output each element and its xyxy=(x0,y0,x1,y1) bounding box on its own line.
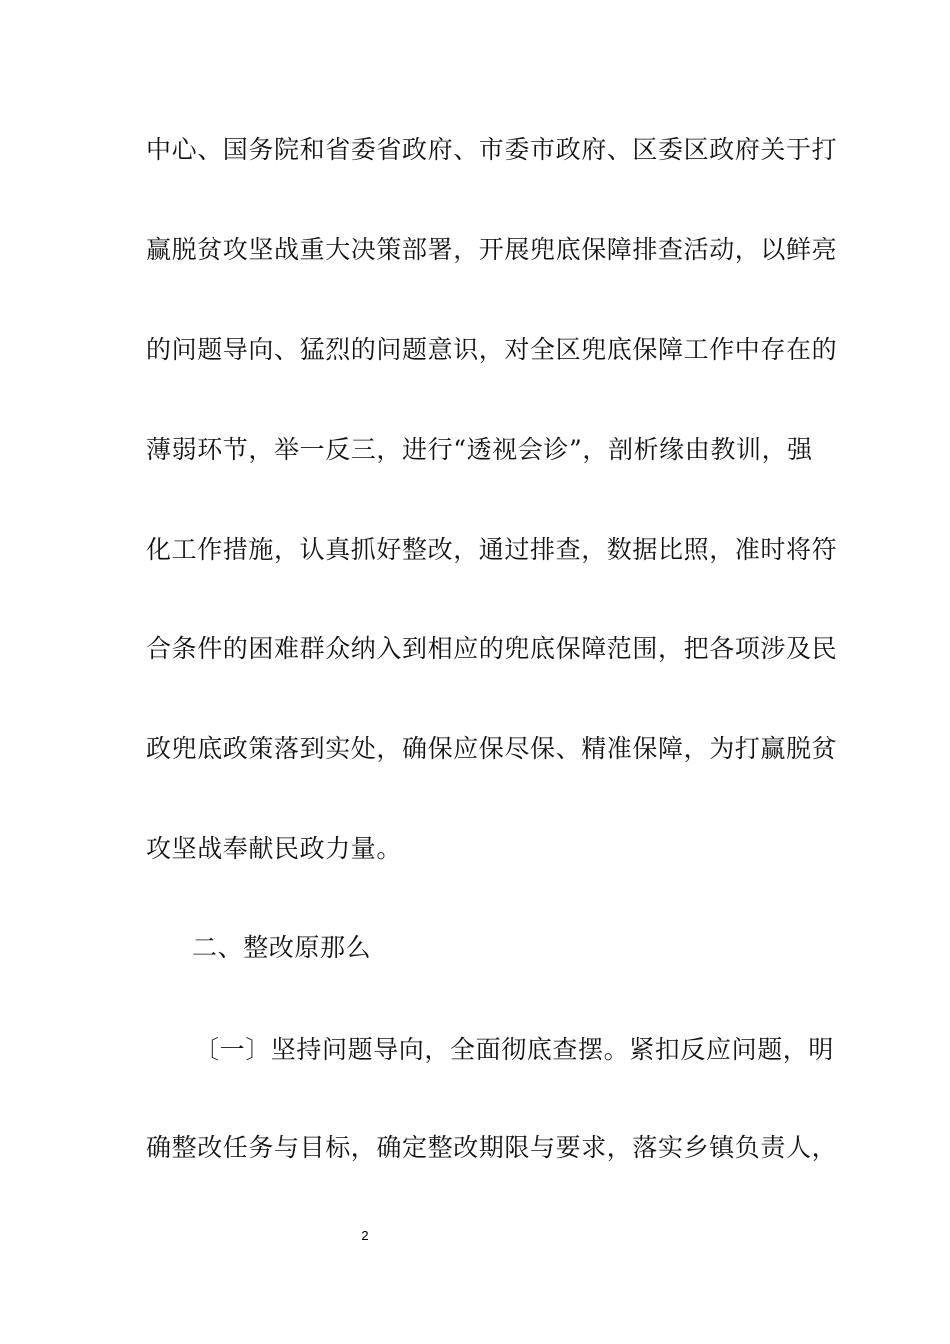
body-text-line: 化工作措施，认真抓好整改，通过排查，数据比照，准时将符 xyxy=(146,535,838,564)
body-text-line: 合条件的困难群众纳入到相应的兜底保障范围，把各项涉及民 xyxy=(146,634,838,663)
body-text-line: 赢脱贫攻坚战重大决策部署，开展兜底保障排查活动，以鲜亮 xyxy=(146,235,838,264)
subsection-text-line: 确整改任务与目标，确定整改期限与要求，落实乡镇负责人， xyxy=(146,1133,838,1162)
page-number: 2 xyxy=(361,1228,369,1243)
body-text-line: 薄弱环节，举一反三，进行“透视会诊”，剖析缘由教训，强 xyxy=(146,435,813,464)
body-text-line: 中心、国务院和省委省政府、市委市政府、区委区政府关于打 xyxy=(146,135,838,164)
body-text-line: 的问题导向、猛烈的问题意识，对全区兜底保障工作中存在的 xyxy=(146,335,838,364)
body-text-line: 政兜底政策落到实处，确保应保尽保、精准保障，为打赢脱贫 xyxy=(146,734,838,763)
subsection-text-line: 〔一〕坚持问题导向，全面彻底查摆。紧扣反应问题，明 xyxy=(194,1035,835,1064)
section-heading: 二、整改原那么 xyxy=(192,933,372,962)
body-text-line: 攻坚战奉献民政力量。 xyxy=(146,834,403,863)
